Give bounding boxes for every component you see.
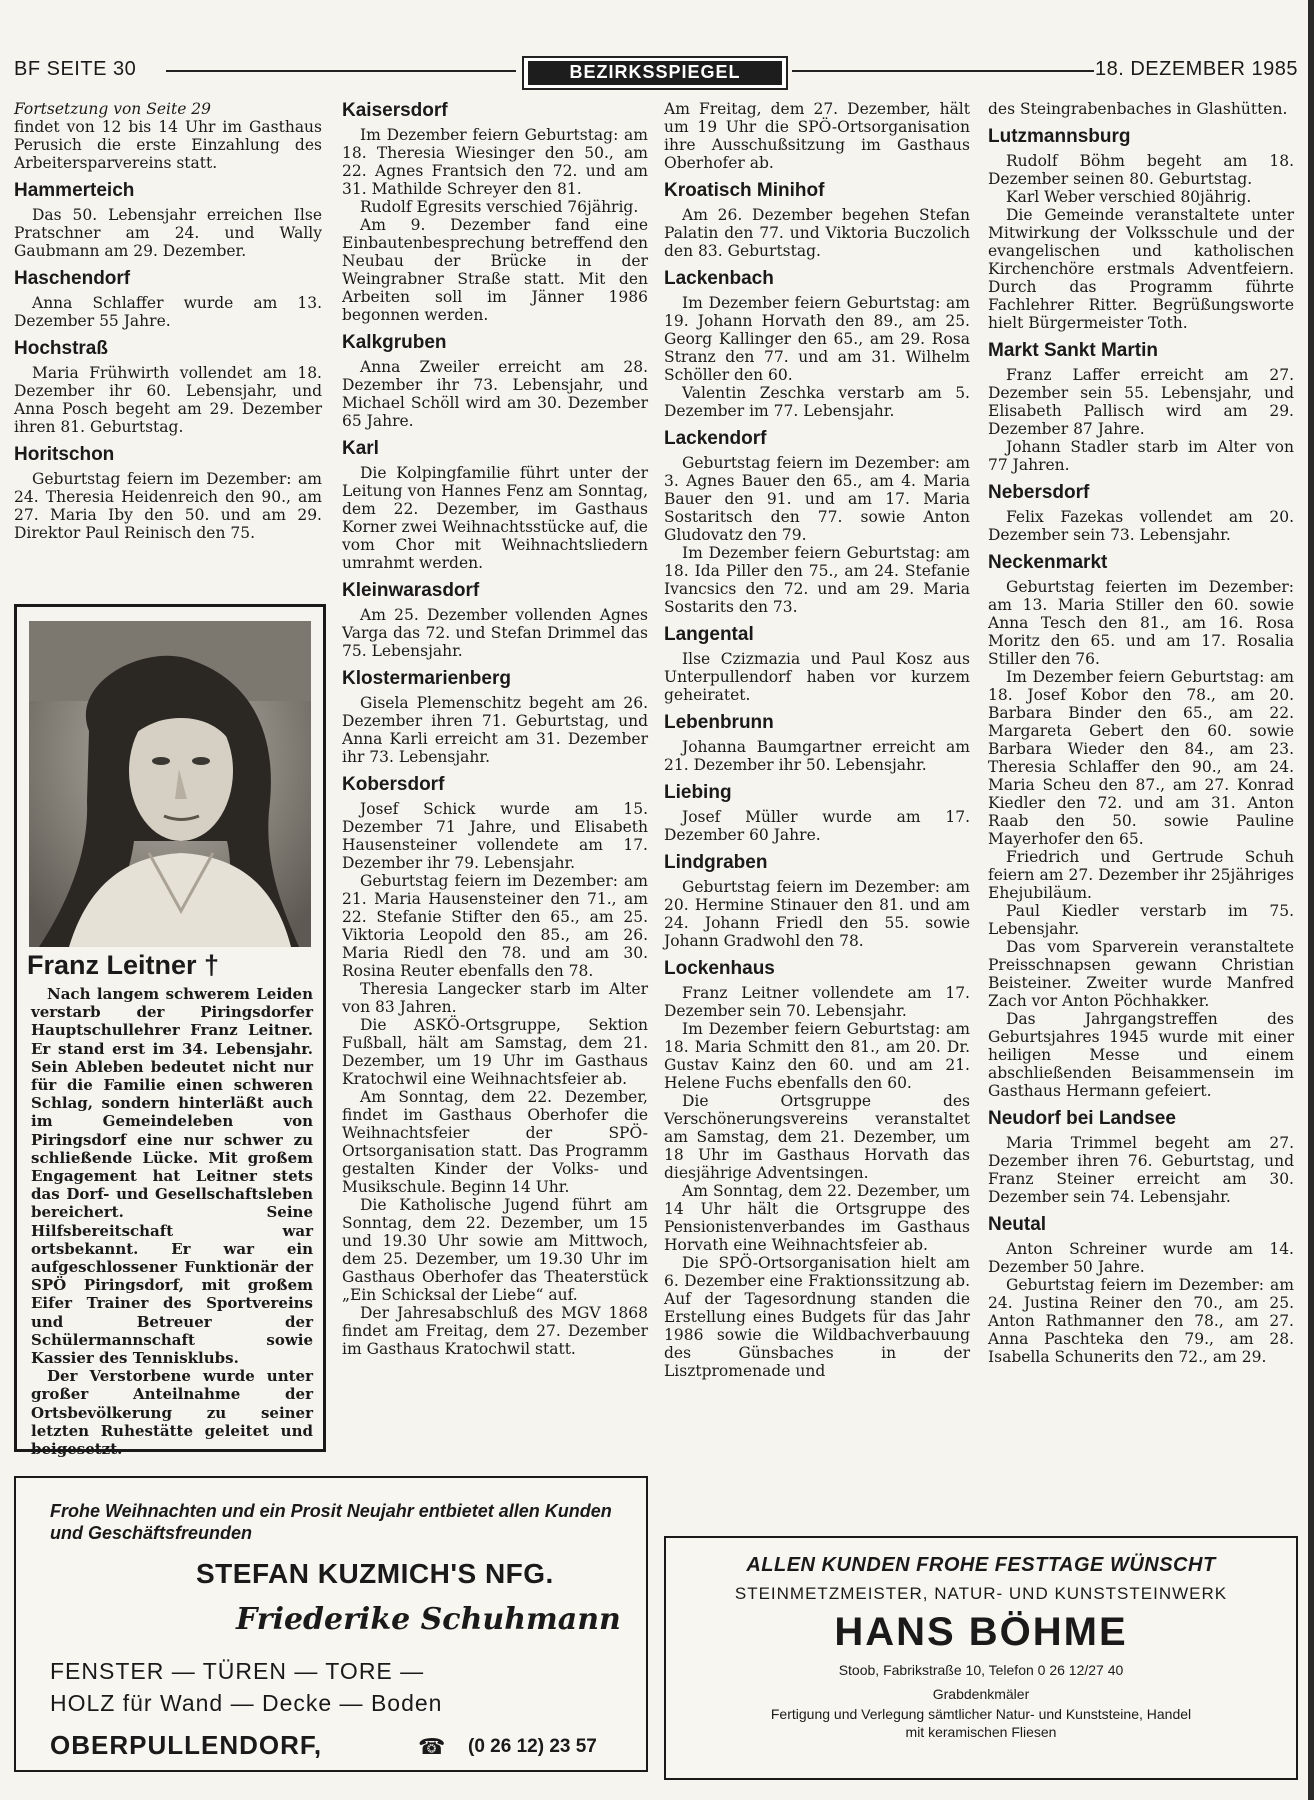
page-header (14, 56, 1298, 86)
obituary-paragraph: Nach langem schwerem Leiden verstarb der Piringsdorfer Hauptschullehrer Franz Leitner. Er stand erst im 34. Lebensjahr. Sein Ableben bedeutet nicht nur für die Familie einen schweren Schlag, sondern hinterläßt auch im Gemeindeleben von Piringsdorf eine nur schwer zu schließende Lücke. Mit großem Engagement hat Leitner stets das Dorf- und Gesellschaftsleben bereichert. Seine Hilfsbereitschaft war ortsbekannt. Er war ein aufgeschlossener Funktionär der SPÖ Piringsdorf, mit großem Eifer Trainer des Sportvereins und Betreuer der Schülermannschaft sowie Kassier des Tennisklubs. (31, 985, 313, 1368)
section-paragraph: Geburtstag feiern im Dezember: am 21. Maria Hausensteiner den 71., am 22. Stefanie Stifter den 65., am 25. Viktoria Leopold den 85., am 26. Maria Riedl den 78. und am 30. Rosina Reuter ebenfalls den 78. (342, 872, 648, 980)
section-heading: Neckenmarkt (988, 552, 1108, 573)
section-paragraph: Am 25. Dezember vollenden Agnes Varga das 72. und Stefan Drimmel das 75. Lebensjahr. (342, 606, 648, 660)
section-paragraph: Die Kolpingfamilie führt unter der Leitung von Hannes Fenz am Sonntag, dem 22. Dezember, im Gasthaus Korner zwei Weihnachtsstücke auf, die vom Chor mit Weihnachtsliedern umrahmt werden. (342, 464, 648, 572)
section-paragraph: Franz Laffer erreicht am 27. Dezember sein 55. Lebensjahr, und Elisabeth Pallisch wird am 29. Dezember 87 Jahre. (988, 366, 1294, 438)
section-paragraph: Geburtstag feiern im Dezember: am 20. Hermine Stinauer den 81. und am 24. Johann Friedl den 55. sowie Johann Gradwohl den 78. (664, 878, 970, 950)
section-heading: Lockenhaus (664, 958, 775, 979)
section-paragraph: Maria Frühwirth vollendet am 18. Dezember ihr 60. Lebensjahr, und Anna Posch begeht am 29. Dezember ihren 81. Geburtstag. (14, 364, 322, 436)
header-rule-left (166, 70, 516, 72)
section-paragraph: Im Dezember feiern Geburtstag: am 19. Johann Horvath den 89., am 25. Georg Kallinger den 65., am 29. Rosa Stranz den 77. und am 31. Wilhelm Schöller den 60. (664, 294, 970, 384)
section-heading: Langental (664, 624, 754, 645)
column-2 (342, 100, 648, 1358)
section-paragraph: Gisela Plemenschitz begeht am 26. Dezember ihren 71. Geburtstag, und Anna Karli erreicht am 31. Dezember ihr 73. Lebensjahr. (342, 694, 648, 766)
section-heading: Lackendorf (664, 428, 767, 449)
section-list (664, 180, 970, 1380)
advertisement-boehme (664, 1536, 1298, 1780)
section-paragraph: Josef Schick wurde am 15. Dezember 71 Jahre, und Elisabeth Hausensteiner vollendete am 17. Dezember ihr 79. Lebensjahr. (342, 800, 648, 872)
section-heading: Kaisersdorf (342, 100, 448, 121)
ad-city: OBERPULLENDORF, (50, 1730, 323, 1760)
section-list (14, 180, 322, 542)
section-paragraph: Das Jahrgangstreffen des Geburtsjahres 1945 wurde mit einer heiligen Messe und einem abschließenden Beisammensein im Gasthaus Hermann gefeiert. (988, 1010, 1294, 1100)
ad-address: Stoob, Fabrikstraße 10, Telefon 0 26 12/27 40 (838, 1662, 1124, 1678)
section-paragraph: Geburtstag feiern im Dezember: am 3. Agnes Bauer den 65., am 4. Maria Bauer den 91. und am 17. Maria Sostaritsch den 77. sowie Anton Gludovatz den 79. (664, 454, 970, 544)
section-paragraph: Die SPÖ-Ortsorganisation hielt am 6. Dezember eine Fraktionssitzung ab. Auf der Tagesordnung standen die Erstellung eines Budgets für das Jahr 1986 sowie die Wildbachverbauung des Günsbaches in der Lisztpromenade und (664, 1254, 970, 1380)
ad-products-line: FENSTER — TÜREN — TORE — (50, 1658, 425, 1684)
continuation-note: Fortsetzung von Seite 29 (14, 100, 212, 118)
section-paragraph: Die Gemeinde veranstaltete unter Mitwirkung der Volksschule und der evangelischen und katholischen Kirchenchöre erstmals Adventfeiern. Durch das Programm führte Fachlehrer Ritter. Begrüßungsworte hielt Bürgermeister Toth. (988, 206, 1294, 332)
section-paragraph: Am 9. Dezember fand eine Einbautenbesprechung betreffend den Neubau der Brücke in der Weingrabner Straße statt. Mit den Arbeiten soll im Jänner 1986 begonnen werden. (342, 216, 648, 324)
section-paragraph: Rudolf Böhm begeht am 18. Dezember seinen 80. Geburtstag. (988, 152, 1294, 188)
section-heading: Kalkgruben (342, 332, 447, 353)
obituary-paragraph: Der Verstorbene wurde unter großer Anteilnahme der Ortsbevölkerung zu seiner letzten Ruhestätte geleitet und beigesetzt. (31, 1367, 313, 1459)
section-paragraph: Felix Fazekas vollendet am 20. Dezember sein 73. Lebensjahr. (988, 508, 1294, 544)
section-heading: Hochstraß (14, 338, 108, 359)
section-heading: Neutal (988, 1214, 1047, 1235)
section-heading: Haschendorf (14, 268, 131, 289)
ad-service-line: Grabdenkmäler (932, 1686, 1030, 1702)
section-heading: Klostermarienberg (342, 668, 511, 689)
obituary-box (14, 604, 326, 1459)
section-paragraph: Johanna Baumgartner erreicht am 21. Dezember ihr 50. Lebensjahr. (664, 738, 970, 774)
section-paragraph: Anna Schlaffer wurde am 13. Dezember 55 Jahre. (14, 294, 322, 330)
obituary-title: Franz Leitner † (27, 950, 220, 980)
section-label-box (522, 56, 788, 90)
ad-phone-number: (0 26 12) 23 57 (468, 1736, 597, 1757)
section-paragraph: Valentin Zeschka verstarb am 5. Dezember im 77. Lebensjahr. (664, 384, 970, 420)
ad-service-line: Fertigung und Verlegung sämtlicher Natur- und Kunststeine, Handel (770, 1706, 1192, 1722)
section-heading: Kleinwarasdorf (342, 580, 480, 601)
section-paragraph: Im Dezember feiern Geburtstag: am 18. Theresia Wiesinger den 50., am 22. Agnes Frantsich den 72. und am 31. Mathilde Schreyer den 81. (342, 126, 648, 198)
phone-icon: ☎ (418, 1734, 446, 1759)
page-number: BF SEITE 30 (14, 58, 137, 80)
ad-trade: STEINMETZMEISTER, NATUR- UND KUNSTSTEINWERK (734, 1584, 1228, 1603)
section-paragraph: Das vom Sparverein veranstaltete Preisschnapsen gewann Christian Beisteiner. Zweiter wurde Manfred Zach vor Anton Pöchhakker. (988, 938, 1294, 1010)
section-heading: Lindgraben (664, 852, 768, 873)
section-heading: Hammerteich (14, 180, 135, 201)
ad-greeting: ALLEN KUNDEN FROHE FESTTAGE WÜNSCHT (746, 1554, 1216, 1576)
section-paragraph: Franz Leitner vollendete am 17. Dezember sein 70. Lebensjahr. (664, 984, 970, 1020)
section-heading: Kobersdorf (342, 774, 445, 795)
section-paragraph: Die Ortsgruppe des Verschönerungsvereins veranstaltet am Samstag, dem 21. Dezember, um 18 Uhr im Gasthaus Horvath das diesjährige Adventsingen. (664, 1092, 970, 1182)
section-paragraph: Theresia Langecker starb im Alter von 83 Jahren. (342, 980, 648, 1016)
column-1 (14, 100, 322, 542)
section-paragraph: Ilse Czizmazia und Paul Kosz aus Unterpullendorf haben vor kurzem geheiratet. (664, 650, 970, 704)
column-3 (664, 100, 970, 1380)
section-heading: Horitschon (14, 444, 115, 465)
section-heading: Nebersdorf (988, 482, 1090, 503)
section-paragraph: Im Dezember feiern Geburtstag: am 18. Josef Kobor den 78., am 20. Barbara Binder den 65., am 22. Margareta Gebert den 60. sowie Barbara Wieder den 84., am 23. Theresia Schlaffer den 90., am 24. Maria Scheu den 87., am 27. Konrad Kiedler den 72. und am 31. Anton Raab den 50. sowie Pauline Mayerhofer den 65. (988, 668, 1294, 848)
section-paragraph: Friedrich und Gertrude Schuh feiern am 27. Dezember ihr 25jähriges Ehejubiläum. (988, 848, 1294, 902)
ad-company-name: HANS BÖHME (834, 1610, 1128, 1654)
section-paragraph: Rudolf Egresits verschied 76jährig. (360, 198, 639, 216)
section-paragraph: Im Dezember feiern Geburtstag: am 18. Ida Piller den 75., am 24. Stefanie Ivancsics den 72. und am 29. Maria Sostarits den 73. (664, 544, 970, 616)
section-paragraph: Anna Zweiler erreicht am 28. Dezember ihr 73. Lebensjahr, und Michael Schöll wird am 30. Dezember 65 Jahre. (342, 358, 648, 430)
section-heading: Lutzmannsburg (988, 126, 1131, 147)
section-paragraph: Der Jahresabschluß des MGV 1868 findet am Freitag, dem 27. Dezember im Gasthaus Kratochwil statt. (342, 1304, 648, 1358)
column-intro: findet von 12 bis 14 Uhr im Gasthaus Perusich die erste Einzahlung des Arbeitersparvereins statt. (14, 118, 322, 172)
section-heading: Karl (342, 438, 379, 459)
section-heading: Liebing (664, 782, 732, 803)
section-list (988, 126, 1294, 1366)
section-paragraph: Geburtstag feierten im Dezember: am 13. Maria Stiller den 60. sowie Anna Tesch den 81., am 16. Rosa Moritz den 65. und am 17. Rosalia Stiller den 76. (988, 578, 1294, 668)
section-paragraph: Josef Müller wurde am 17. Dezember 60 Jahre. (664, 808, 970, 844)
section-paragraph: Anton Schreiner wurde am 14. Dezember 50 Jahre. (988, 1240, 1294, 1276)
ad-company-name: STEFAN KUZMICH'S NFG. (196, 1558, 554, 1589)
section-paragraph: Maria Trimmel begeht am 27. Dezember ihren 76. Geburtstag, und Franz Steiner erreicht am 30. Dezember sein 74. Lebensjahr. (988, 1134, 1294, 1206)
portrait-illustration (29, 621, 311, 947)
column-4 (988, 100, 1294, 1366)
section-paragraph: Geburtstag feiern im Dezember: am 24. Justina Reiner den 70., am 25. Anton Rathmanner den 78., am 27. Anna Paschteka den 79., am 28. Isabella Schunerits den 72., am 29. (988, 1276, 1294, 1366)
section-paragraph: Am Sonntag, dem 22. Dezember, um 14 Uhr hält die Ortsgruppe des Pensionistenverbandes im Gasthaus Horvath eine Weihnachtsfeier ab. (664, 1182, 970, 1254)
issue-date: 18. DEZEMBER 1985 (1094, 58, 1298, 80)
page-edge (1308, 0, 1314, 1800)
section-heading: Lackenbach (664, 268, 774, 289)
section-paragraph: Das 50. Lebensjahr erreichen Ilse Pratschner am 24. und Wally Gaubmann am 29. Dezember. (14, 206, 322, 260)
section-heading: Lebenbrunn (664, 712, 774, 733)
ad-owner-name: Friederike Schuhmann (236, 1602, 621, 1637)
section-paragraph: Johann Stadler starb im Alter von 77 Jahren. (988, 438, 1294, 474)
section-paragraph: Karl Weber verschied 80jährig. (1006, 188, 1252, 206)
portrait-photo (29, 621, 311, 947)
section-paragraph: Paul Kiedler verstarb im 75. Lebensjahr. (988, 902, 1294, 938)
ad-service-line: mit keramischen Fliesen (905, 1724, 1057, 1740)
ad-products-line-2: HOLZ für Wand — Decke — Boden (50, 1690, 443, 1716)
section-paragraph: Die Katholische Jugend führt am Sonntag, dem 22. Dezember, um 15 und 19.30 Uhr sowie am Mittwoch, dem 25. Dezember, um 19.30 Uhr im Gasthaus Oberhofer das Theaterstück „Ein Schicksal der Liebe“ auf. (342, 1196, 648, 1304)
section-list (342, 100, 648, 1358)
section-heading: Kroatisch Minihof (664, 180, 825, 201)
section-paragraph: Geburtstag feiern im Dezember: am 24. Theresia Heidenreich den 90., am 27. Maria Iby den 50. und am 29. Direktor Paul Reinisch den 75. (14, 470, 322, 542)
section-label: BEZIRKSSPIEGEL (528, 61, 782, 85)
section-paragraph: Am 26. Dezember begehen Stefan Palatin den 77. und Viktoria Buczolich den 83. Geburtstag. (664, 206, 970, 260)
section-heading: Markt Sankt Martin (988, 340, 1158, 361)
header-rule-right (792, 70, 1094, 72)
section-paragraph: Die ASKÖ-Ortsgruppe, Sektion Fußball, hält am Samstag, dem 21. Dezember, um 19 Uhr im Gasthaus Kratochwil eine Weihnachtsfeier ab. (342, 1016, 648, 1088)
section-paragraph: Am Sonntag, dem 22. Dezember, findet im Gasthaus Oberhofer die Weihnachtsfeier der SPÖ-Ortsorganisation statt. Das Programm gestalten Kinder der Volks- und Musikschule. Beginn 14 Uhr. (342, 1088, 648, 1196)
section-heading: Neudorf bei Landsee (988, 1108, 1176, 1129)
column-intro: Am Freitag, dem 27. Dezember, hält um 19 Uhr die SPÖ-Ortsorganisation ihre Ausschußsitzung im Gasthaus Oberhofer ab. (664, 100, 970, 172)
section-paragraph: Im Dezember feiern Geburtstag: am 18. Maria Schmitt den 81., am 20. Dr. Gustav Kainz den 60. und am 21. Helene Fuchs ebenfalls den 60. (664, 1020, 970, 1092)
ad-tagline: Frohe Weihnachten und ein Prosit Neujahr entbietet allen Kunden und Geschäftsfreunden (50, 1501, 612, 1543)
advertisement-kuzmich (14, 1476, 648, 1772)
obituary-text (31, 985, 313, 1458)
column-intro: des Steingrabenbaches in Glashütten. (988, 100, 1288, 118)
